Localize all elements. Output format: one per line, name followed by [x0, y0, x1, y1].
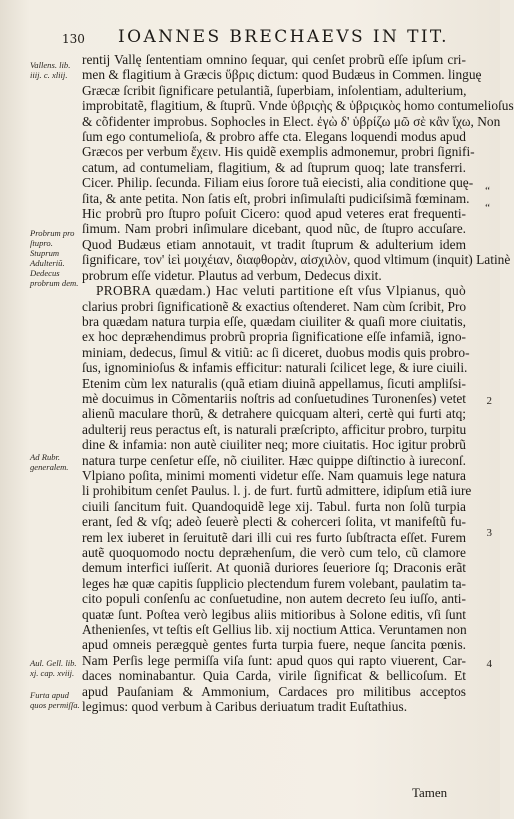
page-number: 130 [62, 32, 85, 46]
text-line: men & flagitium à Græcis ὕβρις dictum: quod Budæus in Commen. linguę [82, 67, 482, 83]
text-line: cito populi conſenſu ac conſuetudine, non autem decreto ſeu iuſſo, anti- [82, 591, 466, 607]
marginal-note: Vallens. lib. iiij. c. xliij. [30, 60, 71, 80]
margin-number: 3 [486, 527, 492, 539]
marginal-note: Probrum pro ſtupro. Stuprum Adulteriũ. Dedecus probrum dem. [30, 228, 79, 288]
text-line: Nam Perſis lege permiſſa viſa ſunt: apud quos qui rapto viuerent, Car- [82, 652, 466, 668]
text-line: bra quædam natura turpia eſſe, quædam ciuiliter & quaſi more ciuitatis, [82, 313, 466, 329]
margin-number: 2 [486, 395, 492, 407]
text-line: miniam, dedecus, ſimul & vitiũ: ac ſi diceret, duobus modis quis probro- [82, 344, 470, 360]
text-line: li prohibitum cenſet Paulus. l. j. de furt. furtũ admittere, idipſum etiã iure [82, 483, 472, 499]
text-line: probrum eſſe videtur. Plautus ad verbum, Dedecus dixit. [82, 267, 382, 283]
text-line: Græcæ ſcribit ſignificare petulantiã, ſuperbiam, inſolentiam, adulterium, [82, 82, 467, 98]
text-line: Etenim cùm lex naturalis (quã etiam diuinã appellamus, ſicuti ampliſsi- [82, 375, 466, 391]
text-line: ſimum. Nam probri inſimulare dicebant, quod nũc, de ſtupro accuſare. [82, 221, 466, 237]
text-line: ſum ego contumelioſa, & probro affe cta. Elegans loquendi modus apud [82, 129, 466, 145]
text-line: ex hoc depræhendimus probrũ propria ſignificatione eſſe infamiã, igno- [82, 329, 466, 345]
text-line: Cicer. Philip. ſecunda. Filiam eius ſorore tuã eiecisti, alia conditione quę- [82, 175, 474, 191]
margin-quote-mark: “ [485, 202, 490, 214]
text-line: alienũ maculare thorũ, & detrahere quicquam alteri, certè qui furti atq; [82, 406, 466, 422]
text-line: Vlpiano poſita, minimi momenti videtur eſſe. Nam quamuis lege natura [82, 467, 466, 483]
main-text-block [82, 52, 514, 715]
text-line: natura turpe cenſetur eſſe, nõ ciuiliter. Hæc quippe diſtinctio à iureconſ. [82, 452, 466, 468]
text-line: clarius probri ſignificationẽ & exactius oſtenderet. Nam cùm ſcribit, Pro [82, 298, 467, 314]
text-line: mè docuimus in Cõmentariis noſtris ad conſuetudines Turonenſes) vetet [82, 390, 466, 406]
text-line: catum, ad contumeliam, flagitium, & ad ſtuprum quoq; late transferri. [82, 159, 466, 175]
running-title: IOANNES BRECHAEVS IN TIT. [118, 27, 449, 47]
text-line: erant, ſed & vſq; adeò ſeuerè plecti & coherceri ſolita, vt manifeſtũ fu- [82, 514, 466, 530]
text-line: ſus, ignominioſus & infamis efficitur: naturali ſcilicet lege, & iure ciuili. [82, 360, 468, 376]
text-line: daces nominabantur. Quia Carda, virile ſignificat & bellicoſum. Et [82, 668, 466, 684]
text-line: Græcos per verbum ἔχειν. His quidẽ exemplis admonemur, probri ſignifi- [82, 144, 475, 160]
text-line: apud Pauſaniam & Ammonium, Cardaces pro militibus acceptos [82, 683, 466, 699]
text-line: demum interfici iuſſerit. At quoniã duriores ſeueriore ſq; Draconis erãt [82, 560, 466, 576]
text-line: improbitatẽ, flagitium, & ſtuprũ. Vnde ὑβριςὴς & ὑβριςικὸς homo contumelioſus [82, 98, 514, 114]
text-line: & cõfidenter improbus. Sophocles in Elect. ἐγὼ δ' ὑβρίζω μῶ σὲ κἂν ἴχω, Non [82, 113, 501, 129]
text-line: leges hæ quæ capitis ſupplicio plectendum furem volebant, paulatim ta- [82, 575, 466, 591]
margin-quote-mark: “ [485, 185, 490, 197]
marginal-note: Ad Rubr. generalem. [30, 452, 69, 472]
text-line: legimus: quod verbum à Caribus deriuatum tradit Euſtathius. [82, 699, 408, 715]
catchword: Tamen [412, 785, 448, 800]
marginal-note: Aul. Gell. lib. xj. cap. xviij. [30, 658, 77, 678]
marginal-note: Furta apud quos permiſſa. [30, 690, 80, 710]
text-line: dine & infamia: non autè ciuiliter neq; more ciuitatis. Hoc igitur probrũ [82, 437, 466, 453]
text-line: rem lex iuberet in ſeruitutẽ dari illi cui res furto ſubſtracta eſſet. Furem [82, 529, 466, 545]
text-line: adulterij reus peractus eſt, is naturali præſcripto, afficitur probro, turpitu [82, 421, 467, 437]
text-line: ſita, & ante petita. Non ſatis eſt, probri inſimulaſti pudiciſsimã fœminam. [82, 190, 470, 206]
paragraph-start-line: PROBRA quædam.) Hac veluti partitione eſt vſus Vlpianus, quò [96, 283, 466, 299]
text-line: ciuili ſancitum fuit. Quandoquidẽ lege xij. Tabul. furta non ſolũ turpia [82, 498, 466, 514]
text-line: ſignificare, τον' ἰεὶ μοιχέιαν, διαφθορὰν, αἰσχιλὸν, quod vltimum (inquit) Latinè [82, 252, 511, 268]
margin-number: 4 [486, 658, 492, 670]
text-line: quatæ ſunt. Poſtea verò legibus aliis mitioribus à Solone editis, vſi ſunt [82, 606, 466, 622]
text-line: Hic probrũ pro ſtupro poſuit Cicero: quod apud veteres erat frequenti- [82, 206, 466, 222]
text-line: Athenienſes, vt teſtis eſt Gellius lib. xij noctium Attica. Veruntamen non [82, 622, 467, 638]
text-line: rentij Vallę ſententiam omnino ſequar, qui cenſet probrũ eſſe ipſum cri- [82, 52, 466, 67]
text-line: Quod Budæus etiam annotauit, vt tradit ſtuprum & adulterium idem [82, 236, 466, 252]
text-line: autẽ quoquomodo noctu depræhenſum, die verò cum telo, cũ clamore [82, 545, 466, 560]
text-line: apud omneis perægquè gentes furta turpia fuere, neque ſancita pœnis. [82, 637, 466, 653]
